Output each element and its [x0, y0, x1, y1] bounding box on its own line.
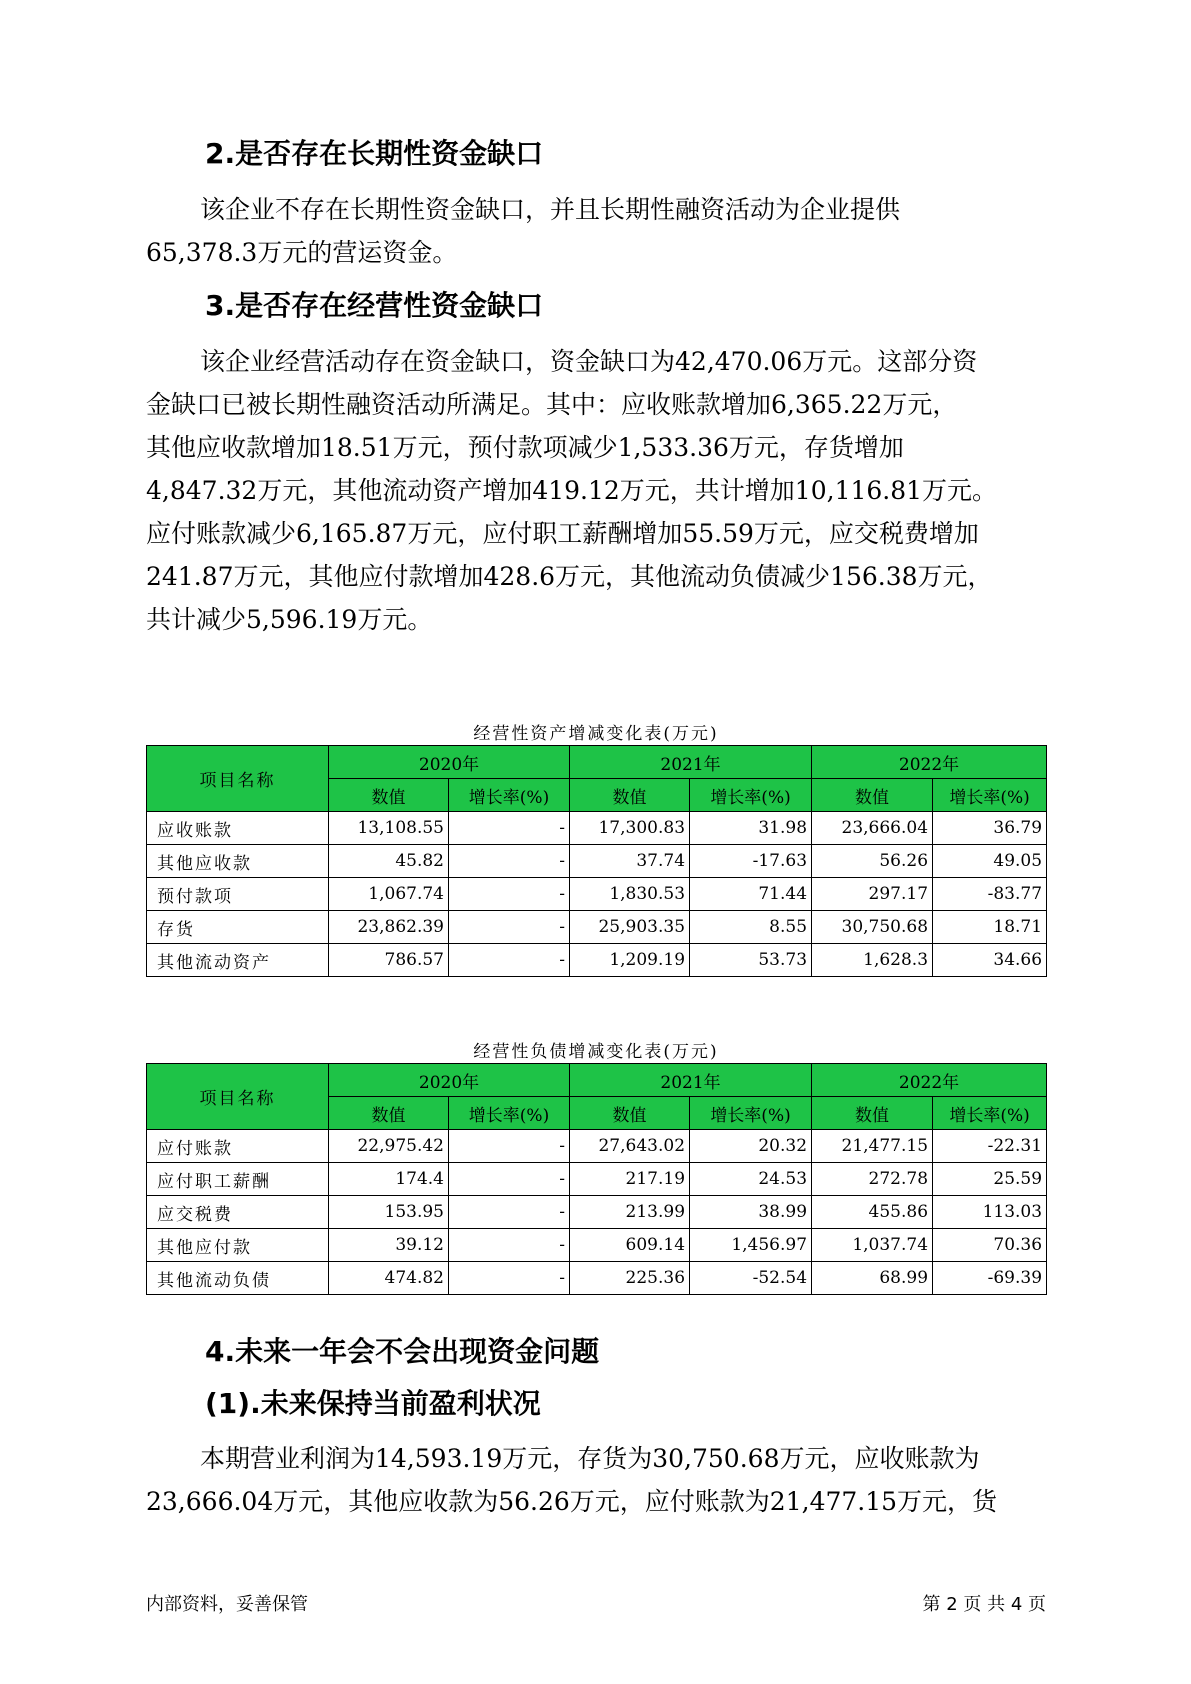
paragraph-line: 65,378.3万元的营运资金。 — [146, 238, 458, 267]
table-row — [147, 1262, 1047, 1295]
table-cell: - — [449, 944, 570, 977]
header-value: 数值 — [329, 779, 449, 812]
table-cell: 609.14 — [570, 1229, 690, 1262]
table-cell: 70.36 — [933, 1229, 1047, 1262]
table-cell: 174.4 — [329, 1163, 449, 1196]
table-cell: 217.19 — [570, 1163, 690, 1196]
footer-confidential: 内部资料，妥善保管 — [146, 1594, 308, 1615]
table-cell: 1,628.3 — [812, 944, 933, 977]
table-cell: 17,300.83 — [570, 812, 690, 845]
table-cell: 25,903.35 — [570, 911, 690, 944]
section-4-paragraph — [146, 1437, 1061, 1523]
row-item-name: 其他流动负债 — [147, 1262, 329, 1295]
table-cell: 272.78 — [812, 1163, 933, 1196]
table-cell: 455.86 — [812, 1196, 933, 1229]
row-item-name: 其他应付款 — [147, 1229, 329, 1262]
table-cell: 22,975.42 — [329, 1130, 449, 1163]
table-cell: 56.26 — [812, 845, 933, 878]
table-cell: 8.55 — [690, 911, 812, 944]
table-cell: 21,477.15 — [812, 1130, 933, 1163]
table-cell: - — [449, 812, 570, 845]
header-rate: 增长率(%) — [449, 779, 570, 812]
table-header-row — [147, 1064, 1047, 1097]
table-cell: 45.82 — [329, 845, 449, 878]
row-item-name: 应收账款 — [147, 812, 329, 845]
paragraph-line: 该企业不存在长期性资金缺口，并且长期性融资活动为企业提供 — [200, 195, 901, 224]
table-cell: -52.54 — [690, 1262, 812, 1295]
table-cell: 36.79 — [933, 812, 1047, 845]
table-cell: 474.82 — [329, 1262, 449, 1295]
paragraph-line: 应付账款减少6,165.87万元，应付职工薪酬增加55.59万元，应交税费增加 — [146, 519, 979, 548]
header-item-name: 项目名称 — [147, 1064, 329, 1130]
table-cell: 23,666.04 — [812, 812, 933, 845]
paragraph-line: 23,666.04万元，其他应收款为56.26万元，应付账款为21,477.15万元，货 — [146, 1487, 998, 1516]
table-cell: -69.39 — [933, 1262, 1047, 1295]
header-year: 2022年 — [812, 746, 1047, 779]
header-year: 2020年 — [329, 746, 570, 779]
table-cell: 13,108.55 — [329, 812, 449, 845]
table-row — [147, 911, 1047, 944]
assets-table — [146, 745, 1047, 977]
section-4-title: 4.未来一年会不会出现资金问题 — [205, 1335, 600, 1368]
section-2-paragraph — [146, 188, 1061, 274]
header-value: 数值 — [812, 1097, 933, 1130]
table-cell: 31.98 — [690, 812, 812, 845]
table-cell: - — [449, 878, 570, 911]
row-item-name: 应付职工薪酬 — [147, 1163, 329, 1196]
header-item-name: 项目名称 — [147, 746, 329, 812]
header-value: 数值 — [570, 1097, 690, 1130]
header-rate: 增长率(%) — [933, 779, 1047, 812]
table-header-row — [147, 746, 1047, 779]
table-cell: -83.77 — [933, 878, 1047, 911]
table-cell: 153.95 — [329, 1196, 449, 1229]
table-cell: 1,067.74 — [329, 878, 449, 911]
header-rate: 增长率(%) — [690, 1097, 812, 1130]
paragraph-line: 共计减少5,596.19万元。 — [146, 605, 433, 634]
row-item-name: 应交税费 — [147, 1196, 329, 1229]
table-row — [147, 812, 1047, 845]
table-cell: 34.66 — [933, 944, 1047, 977]
table-cell: 225.36 — [570, 1262, 690, 1295]
table-row — [147, 845, 1047, 878]
table-cell: 27,643.02 — [570, 1130, 690, 1163]
table-cell: - — [449, 1163, 570, 1196]
table-cell: 20.32 — [690, 1130, 812, 1163]
row-item-name: 存货 — [147, 911, 329, 944]
section-4-1-title: (1).未来保持当前盈利状况 — [205, 1387, 541, 1420]
table-row — [147, 944, 1047, 977]
table-row — [147, 1163, 1047, 1196]
assets-table-body — [147, 812, 1047, 977]
paragraph-line: 其他应收款增加18.51万元，预付款项减少1,533.36万元，存货增加 — [146, 433, 904, 462]
table-cell: 1,830.53 — [570, 878, 690, 911]
table-cell: 1,037.74 — [812, 1229, 933, 1262]
table-cell: 23,862.39 — [329, 911, 449, 944]
table-cell: 24.53 — [690, 1163, 812, 1196]
table-cell: 68.99 — [812, 1262, 933, 1295]
table-cell: - — [449, 1196, 570, 1229]
table-cell: 53.73 — [690, 944, 812, 977]
liabilities-table-caption: 经营性负债增减变化表(万元) — [473, 1042, 719, 1062]
paragraph-line: 本期营业利润为14,593.19万元，存货为30,750.68万元，应收账款为 — [200, 1444, 980, 1473]
table-cell: - — [449, 1229, 570, 1262]
section-3-paragraph — [146, 340, 1061, 641]
table-cell: 786.57 — [329, 944, 449, 977]
table-cell: 113.03 — [933, 1196, 1047, 1229]
table-row — [147, 1229, 1047, 1262]
row-item-name: 预付款项 — [147, 878, 329, 911]
table-cell: 18.71 — [933, 911, 1047, 944]
table-row — [147, 1130, 1047, 1163]
footer-page-number: 第 2 页 共 4 页 — [922, 1594, 1046, 1615]
table-cell: 30,750.68 — [812, 911, 933, 944]
table-cell: 39.12 — [329, 1229, 449, 1262]
table-cell: -17.63 — [690, 845, 812, 878]
section-3-title: 3.是否存在经营性资金缺口 — [205, 289, 544, 322]
table-cell: 1,456.97 — [690, 1229, 812, 1262]
table-cell: -22.31 — [933, 1130, 1047, 1163]
header-year: 2021年 — [570, 746, 812, 779]
header-rate: 增长率(%) — [690, 779, 812, 812]
table-cell: 25.59 — [933, 1163, 1047, 1196]
header-value: 数值 — [570, 779, 690, 812]
table-row — [147, 878, 1047, 911]
row-item-name: 其他流动资产 — [147, 944, 329, 977]
table-row — [147, 1196, 1047, 1229]
paragraph-line: 金缺口已被长期性融资活动所满足。其中：应收账款增加6,365.22万元， — [146, 390, 958, 419]
table-cell: - — [449, 911, 570, 944]
paragraph-line: 4,847.32万元，其他流动资产增加419.12万元，共计增加10,116.81万元。 — [146, 476, 998, 505]
header-year: 2020年 — [329, 1064, 570, 1097]
liabilities-table — [146, 1063, 1047, 1295]
table-cell: 297.17 — [812, 878, 933, 911]
liabilities-table-body — [147, 1130, 1047, 1295]
section-2-title: 2.是否存在长期性资金缺口 — [205, 137, 544, 170]
table-cell: 38.99 — [690, 1196, 812, 1229]
header-rate: 增长率(%) — [933, 1097, 1047, 1130]
table-cell: 1,209.19 — [570, 944, 690, 977]
table-cell: - — [449, 1262, 570, 1295]
table-cell: 71.44 — [690, 878, 812, 911]
header-rate: 增长率(%) — [449, 1097, 570, 1130]
assets-table-caption: 经营性资产增减变化表(万元) — [473, 724, 719, 744]
table-cell: 213.99 — [570, 1196, 690, 1229]
paragraph-line: 241.87万元，其他应付款增加428.6万元，其他流动负债减少156.38万元， — [146, 562, 993, 591]
row-item-name: 应付账款 — [147, 1130, 329, 1163]
header-year: 2021年 — [570, 1064, 812, 1097]
paragraph-line: 该企业经营活动存在资金缺口，资金缺口为42,470.06万元。这部分资 — [200, 347, 978, 376]
table-cell: 37.74 — [570, 845, 690, 878]
table-cell: - — [449, 1130, 570, 1163]
header-value: 数值 — [812, 779, 933, 812]
header-year: 2022年 — [812, 1064, 1047, 1097]
row-item-name: 其他应收款 — [147, 845, 329, 878]
header-value: 数值 — [329, 1097, 449, 1130]
table-cell: 49.05 — [933, 845, 1047, 878]
table-cell: - — [449, 845, 570, 878]
